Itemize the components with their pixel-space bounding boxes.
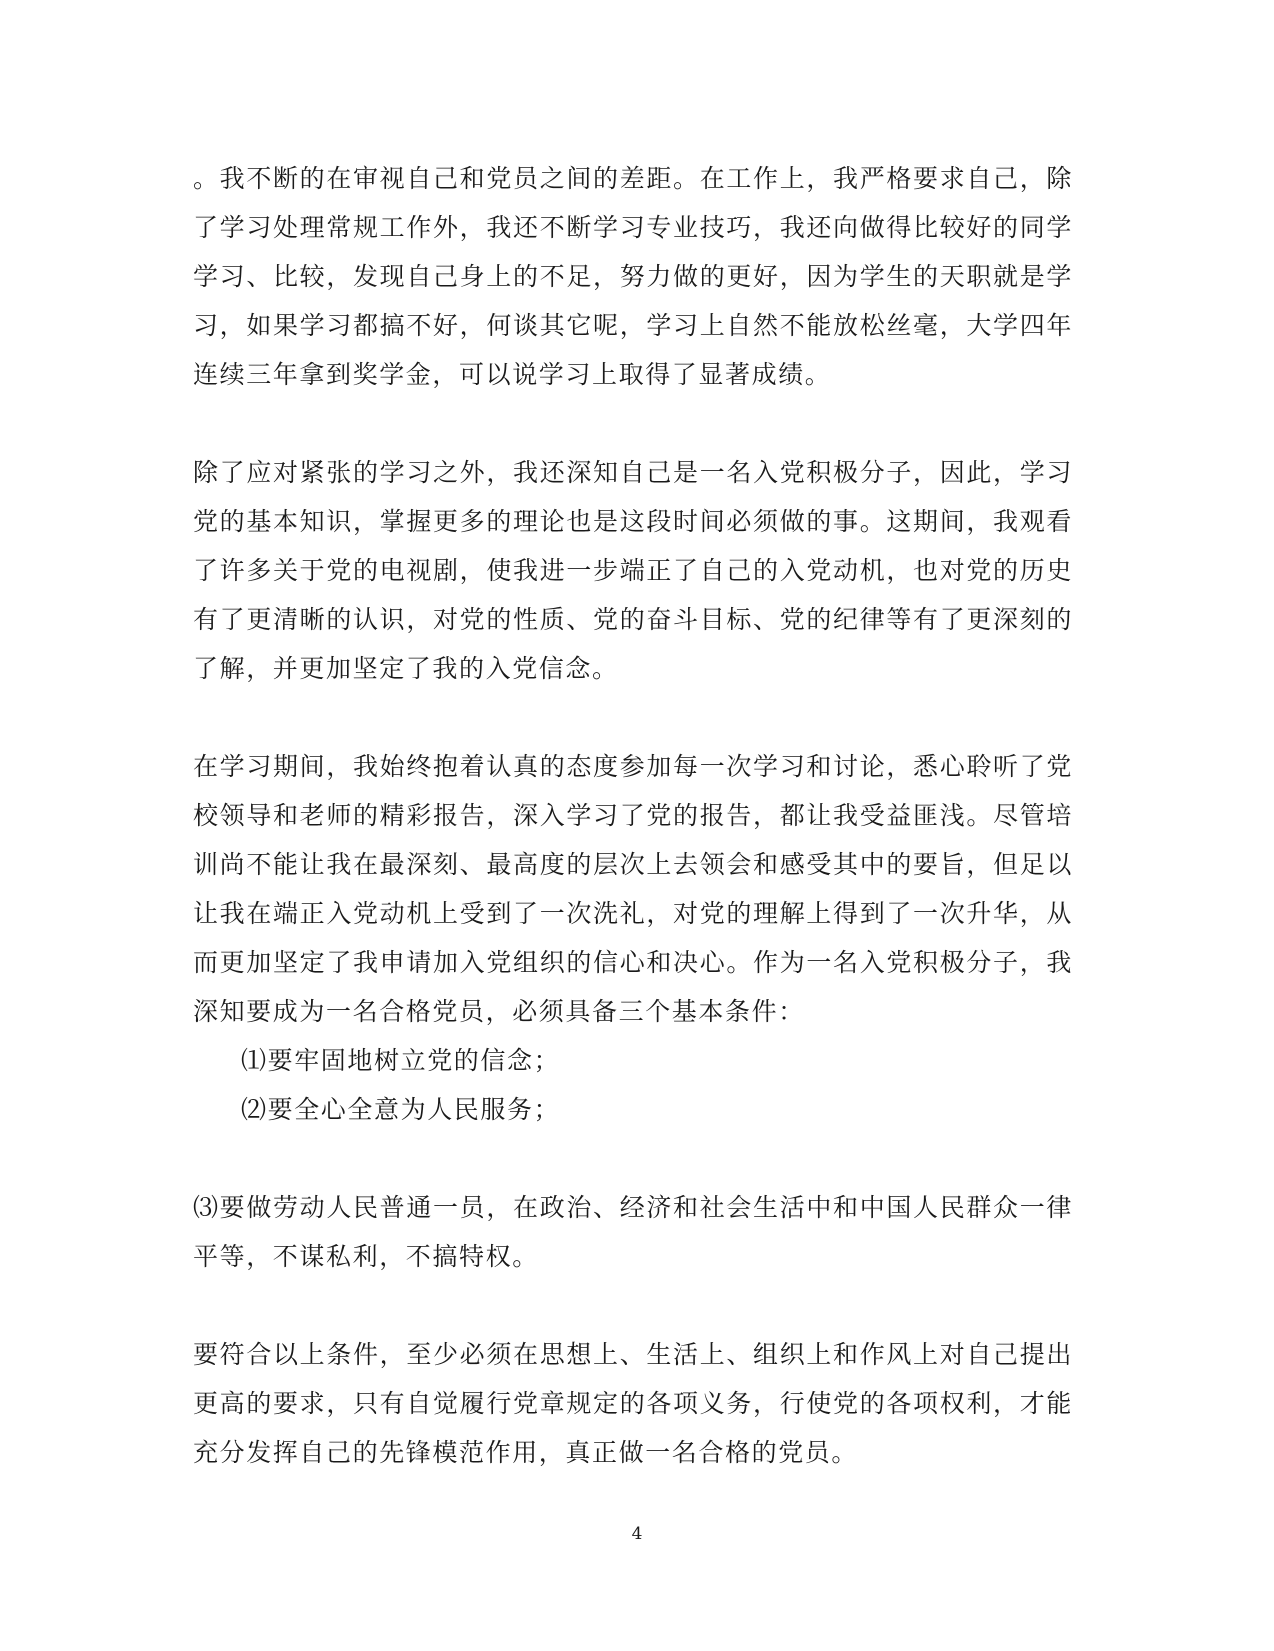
body-text [193,154,1073,1477]
page-number: 4 [631,1524,643,1544]
paragraph-gap [193,1134,1073,1183]
paragraph-3: 在学习期间，我始终抱着认真的态度参加每一次学习和讨论，悉心聆听了党校领导和老师的精彩报告，深入学习了党的报告，都让我受益匪浅。尽管培训尚不能让我在最深刻、最高度的层次上去领会和感受其中的要旨，但足以让我在端正入党动机上受到了一次洗礼，对党的理解上得到了一次升华，从而更加坚定了我申请加入党组织的信心和决心。作为一名入党积极分子，我深知要成为一名合格党员，必须具备三个基本条件： [193,752,1073,1026]
paragraph-4: 要符合以上条件，至少必须在思想上、生活上、组织上和作风上对自己提出更高的要求，只有自觉履行党章规定的各项义务，行使党的各项权利，才能充分发挥自己的先锋模范作用，真正做一名合格的党员。 [193,1340,1073,1467]
paragraph-gap [193,399,1073,448]
condition-item-3: ⑶要做劳动人民普通一员，在政治、经济和社会生活中和中国人民群众一律平等，不谋私利，不搞特权。 [193,1193,1073,1271]
condition-item-1: ⑴要牢固地树立党的信念； [241,1046,561,1075]
paragraph-gap [193,1281,1073,1330]
condition-item-2: ⑵要全心全意为人民服务； [241,1095,561,1124]
paragraph-2: 除了应对紧张的学习之外，我还深知自己是一名入党积极分子，因此，学习党的基本知识，掌握更多的理论也是这段时间必须做的事。这期间，我观看了许多关于党的电视剧，使我进一步端正了自己的入党动机，也对党的历史有了更清晰的认识，对党的性质、党的奋斗目标、党的纪律等有了更深刻的了解，并更加坚定了我的入党信念。 [193,458,1073,683]
paragraph-gap [193,693,1073,742]
paragraph-1: 。我不断的在审视自己和党员之间的差距。在工作上，我严格要求自己，除了学习处理常规工作外，我还不断学习专业技巧，我还向做得比较好的同学学习、比较，发现自己身上的不足，努力做的更好，因为学生的天职就是学习，如果学习都搞不好，何谈其它呢，学习上自然不能放松丝毫，大学四年连续三年拿到奖学金，可以说学习上取得了显著成绩。 [193,164,1073,389]
